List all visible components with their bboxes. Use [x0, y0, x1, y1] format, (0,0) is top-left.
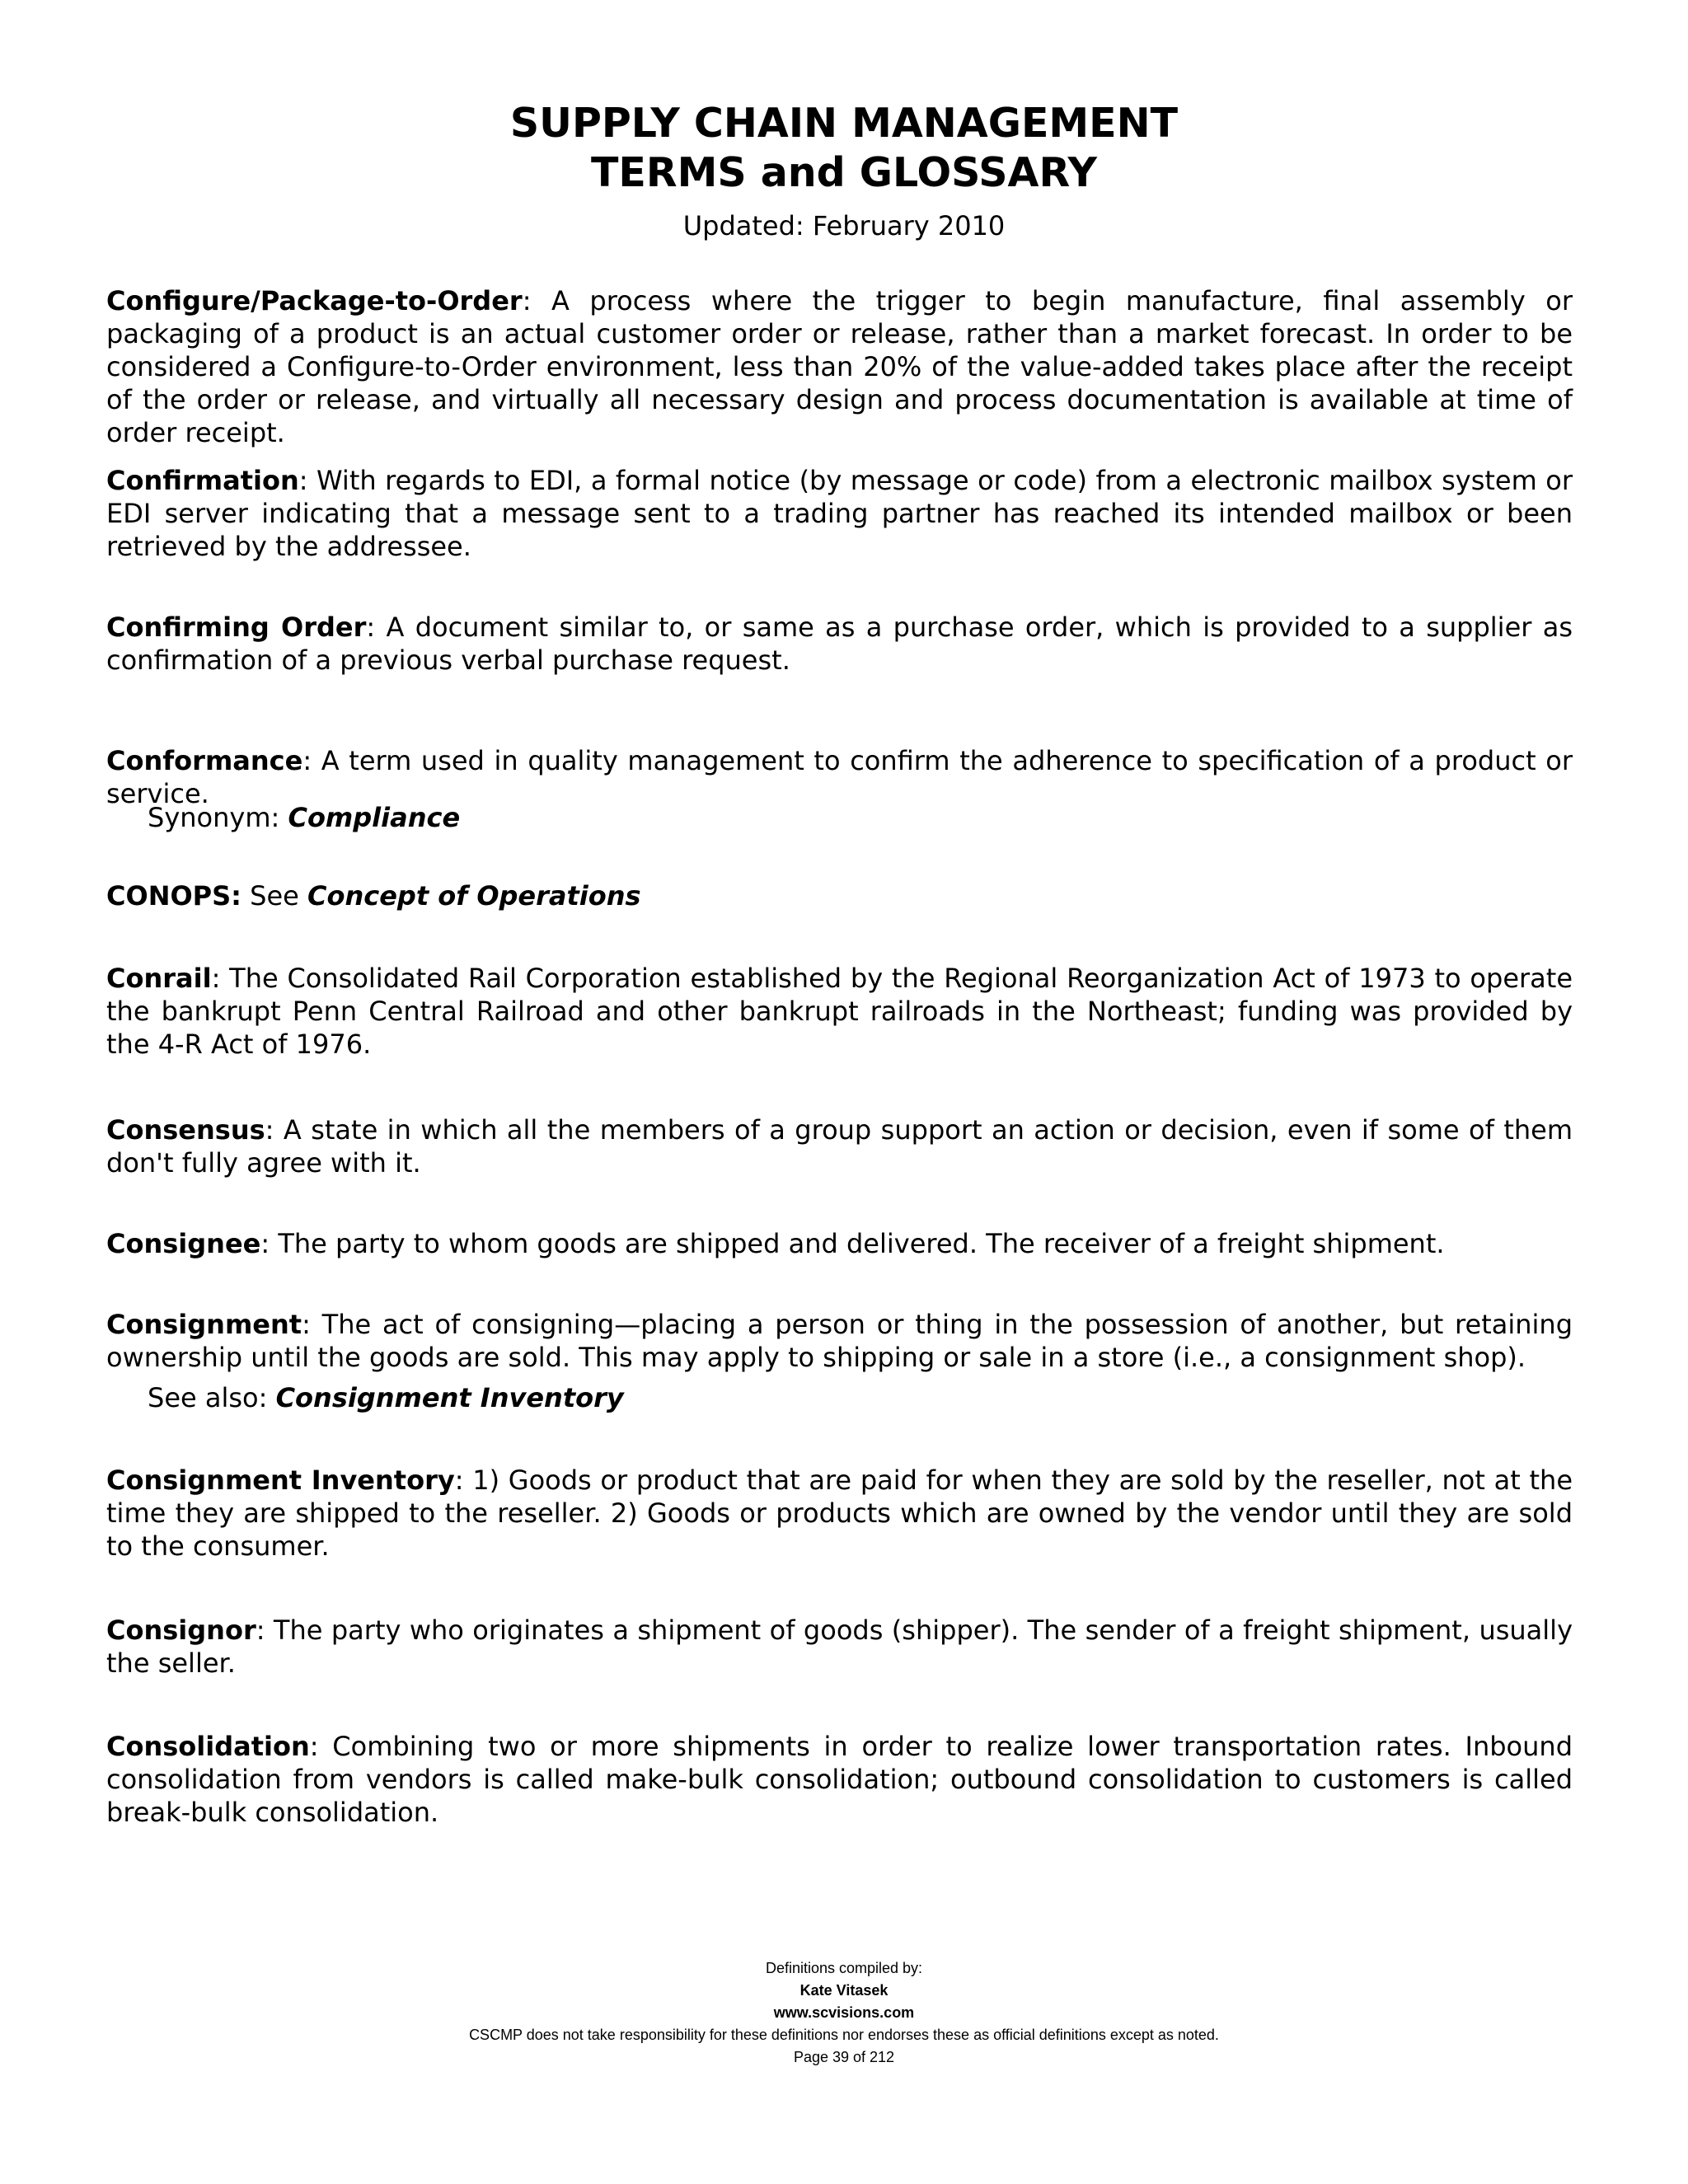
glossary-definition: : A term used in quality management to confirm the adherence to specification of a product or service.	[106, 745, 1573, 809]
page-footer	[0, 1957, 1688, 2069]
glossary-entry	[106, 1730, 1573, 1829]
glossary-entry	[106, 962, 1573, 1061]
glossary-definition: : The act of consigning—placing a person or thing in the possession of another, but retaining ownership until the goods are sold. This may apply to shipping or sale in a store (i.e., a consignment shop).	[106, 1309, 1573, 1373]
glossary-term: Configure/Package-to-Order	[106, 285, 523, 316]
glossary-term: Confirming Order	[106, 612, 367, 643]
glossary-entry	[106, 1227, 1573, 1260]
glossary-definition: : The party who originates a shipment of goods (shipper). The sender of a freight shipment, usually the seller.	[106, 1615, 1573, 1679]
glossary-definition: : 1) Goods or product that are paid for when they are sold by the reseller, not at the time they are shipped to the reseller. 2) Goods or products which are owned by the vendor until they are sold to the consumer.	[106, 1465, 1573, 1562]
see-also-note	[148, 1381, 624, 1414]
glossary-entry	[106, 284, 1573, 449]
updated-date: Updated: February 2010	[682, 210, 1006, 241]
see-also-reference: Consignment Inventory	[275, 1382, 624, 1413]
glossary-entry	[106, 464, 1573, 563]
glossary-definition: : The party to whom goods are shipped and delivered. The receiver of a freight shipment.	[260, 1228, 1445, 1259]
glossary-definition: : A state in which all the members of a group support an action or decision, even if some of them don't fully agree with it.	[106, 1114, 1573, 1179]
glossary-definition: : With regards to EDI, a formal notice (by message or code) from a electronic mailbox system or EDI server indicating that a message sent to a trading partner has reached its intended mailbox or been retrieved by the addressee.	[106, 465, 1573, 562]
glossary-term: Conformance	[106, 745, 303, 776]
glossary-entry	[106, 879, 1573, 912]
glossary-term: Confirmation	[106, 465, 299, 496]
glossary-entry	[106, 1308, 1573, 1374]
glossary-entry	[106, 1113, 1573, 1179]
synonym-reference: Compliance	[288, 802, 461, 833]
see-also-label: See also:	[148, 1382, 276, 1413]
footer-author: Kate Vitasek	[799, 1982, 889, 1999]
glossary-term: Consignor	[106, 1615, 256, 1646]
synonym-note	[148, 801, 460, 834]
glossary-definition: : A process where the trigger to begin manufacture, final assembly or packaging of a product is an actual customer order or release, rather than a market forecast. In order to be considered a Configure-to-Order environment, less than 20% of the value-added takes place after the receipt of the order or release, and virtually all necessary design and process documentation is available at time of order receipt.	[106, 285, 1573, 448]
glossary-definition: : A document similar to, or same as a purchase order, which is provided to a supplier as confirmation of a previous verbal purchase request.	[106, 612, 1573, 676]
glossary-entry	[106, 611, 1573, 677]
glossary-entry	[106, 1464, 1573, 1563]
page-number: Page 39 of 212	[793, 2049, 895, 2065]
glossary-definition: See	[241, 880, 307, 912]
synonym-label: Synonym:	[148, 802, 288, 833]
glossary-term: Consolidation	[106, 1731, 310, 1762]
footer-compiled-by: Definitions compiled by:	[765, 1960, 923, 1976]
glossary-definition: : Combining two or more shipments in order to realize lower transportation rates. Inbound consolidation from vendors is called make-bulk consolidation; outbound consolidation to customers is called break-bulk consolidation.	[106, 1731, 1573, 1828]
title-line-2: TERMS and GLOSSARY	[590, 149, 1097, 196]
glossary-term: Conrail	[106, 963, 212, 994]
cross-reference: Concept of Operations	[307, 880, 641, 912]
glossary-term: Consignee	[106, 1228, 261, 1259]
glossary-term: CONOPS:	[106, 880, 241, 912]
footer-disclaimer: CSCMP does not take responsibility for these definitions nor endorses these as official definitions except as noted.	[469, 2027, 1219, 2043]
glossary-term: Consensus	[106, 1114, 265, 1146]
footer-website: www.scvisions.com	[773, 2004, 915, 2021]
document-header	[0, 99, 1688, 246]
title-line-1: SUPPLY CHAIN MANAGEMENT	[509, 100, 1179, 147]
glossary-entry	[106, 1614, 1573, 1680]
glossary-definition: : The Consolidated Rail Corporation established by the Regional Reorganization Act of 1973 to operate the bankrupt Penn Central Railroad and other bankrupt railroads in the Northeast; funding was provided by the 4-R Act of 1976.	[106, 963, 1573, 1060]
glossary-entry	[106, 744, 1573, 810]
glossary-term: Consignment	[106, 1309, 302, 1340]
glossary-term: Consignment Inventory	[106, 1465, 455, 1496]
